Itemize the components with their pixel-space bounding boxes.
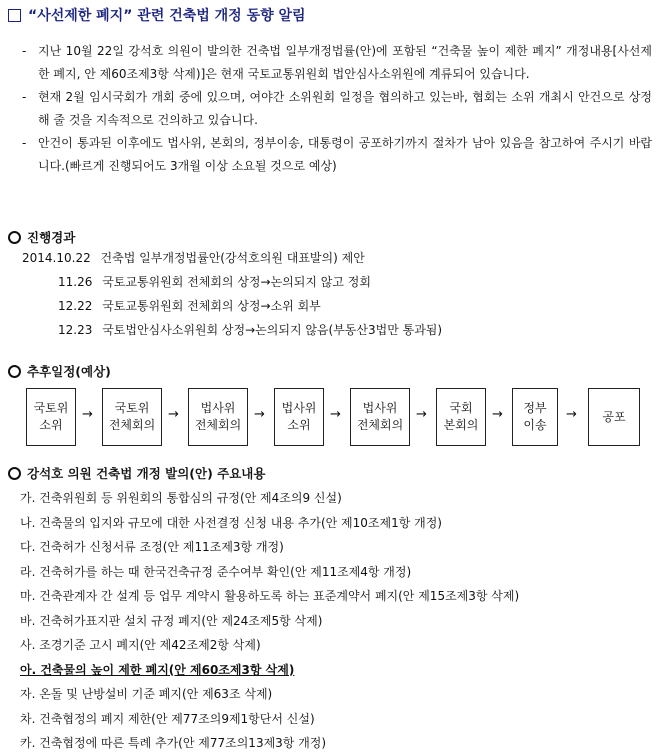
- flow-step: 국토위 소위: [26, 388, 76, 446]
- circle-bullet-icon: [8, 467, 21, 480]
- progress-heading: 진행경과: [8, 228, 75, 246]
- list-item-highlighted: 아. 건축물의 높이 제한 폐지(안 제60조제3항 삭제): [20, 662, 295, 677]
- dash-icon: -: [22, 90, 27, 104]
- circle-bullet-icon: [8, 365, 21, 378]
- list-item: 사. 조경기준 고시 폐지(안 제42조제2항 삭제): [20, 638, 261, 652]
- list-item: 카. 건축협정에 따른 특례 추가(안 제77조의13제3항 개정): [20, 736, 327, 750]
- progress-text: 국토법안심사소위원회 상정→논의되지 않음(부동산3법만 통과됨): [102, 323, 443, 337]
- arrow-right-icon: →: [566, 407, 577, 422]
- contents-list: [20, 486, 519, 756]
- progress-entry: [22, 248, 365, 268]
- list-item: 라. 건축허가를 하는 때 한국건축규정 준수여부 확인(안 제11조제4항 개정): [20, 564, 412, 579]
- list-item: 다. 건축허가 신청서류 조정(안 제11조제3항 개정): [20, 540, 284, 554]
- dash-icon: -: [22, 44, 27, 58]
- bullet-item: [22, 86, 652, 132]
- progress-date: 12.23: [58, 323, 93, 337]
- arrow-right-icon: →: [330, 407, 341, 422]
- progress-entry: [58, 272, 371, 292]
- bullet-item: [22, 40, 652, 86]
- arrow-right-icon: →: [416, 407, 427, 422]
- flow-step: 법사위 전체회의: [350, 388, 410, 446]
- flow-step: 국회 본회의: [436, 388, 486, 446]
- list-item: 차. 건축협정의 폐지 제한(안 제77조의9제1항단서 신설): [20, 711, 315, 726]
- arrow-right-icon: →: [254, 407, 265, 422]
- arrow-right-icon: →: [82, 407, 93, 422]
- notice-bullets: [22, 40, 652, 178]
- flow-step: 법사위 전체회의: [188, 388, 248, 446]
- flow-step: 정부 이송: [512, 388, 558, 446]
- title-text: “사선제한 폐지” 관련 건축법 개정 동향 알림: [28, 8, 306, 24]
- progress-text: 국토교통위원회 전체회의 상정→논의되지 않고 정회: [102, 275, 371, 289]
- progress-text: 건축법 일부개정법률안(강석호의원 대표발의) 제안: [100, 251, 365, 265]
- list-item: 바. 건축허가표지판 설치 규정 폐지(안 제24조제5항 삭제): [20, 613, 323, 628]
- document-title: [6, 4, 306, 26]
- list-item: 마. 건축관계자 간 설계 등 업무 계약시 활용하도록 하는 표준계약서 폐지(안 제15조제3항 삭제): [20, 589, 520, 603]
- flow-step: 법사위 소위: [274, 388, 324, 446]
- progress-date: 2014.10.22: [22, 251, 91, 265]
- progress-date: 12.22: [58, 299, 93, 313]
- circle-bullet-icon: [8, 231, 21, 244]
- progress-date: 11.26: [58, 275, 93, 289]
- bullet-text: 현재 2월 임시국회가 개회 중에 있으며, 여야간 소위원회 일정을 협의하고 있는바, 협회는 소위 개최시 안건으로 상정해 줄 것을 지속적으로 건의하고 있습니다.: [38, 90, 652, 127]
- flow-step: 공포: [588, 388, 640, 446]
- arrow-right-icon: →: [168, 407, 179, 422]
- progress-entry: [58, 296, 321, 316]
- flow-step: 국토위 전체회의: [102, 388, 162, 446]
- list-item: 가. 건축위원회 등 위원회의 통합심의 규정(안 제4조의9 신설): [20, 491, 342, 505]
- checkbox-square-icon: [8, 9, 21, 22]
- dash-icon: -: [22, 136, 27, 150]
- schedule-heading: 추후일정(예상): [8, 362, 111, 380]
- bullet-text: 안건이 통과된 이후에도 법사위, 본회의, 정부이송, 대통령이 공포하기까지 절차가 남아 있음을 참고하여 주시기 바랍니다.(빠르게 진행되어도 3개월 이상 소요될 것으로 예상): [38, 136, 652, 173]
- progress-entry: [58, 320, 442, 340]
- schedule-flow: [22, 388, 642, 446]
- list-item: 나. 건축물의 입지와 규모에 대한 사전결정 신청 내용 추가(안 제10조제1항 개정): [20, 515, 442, 530]
- arrow-right-icon: →: [492, 407, 503, 422]
- bullet-text: 지난 10월 22일 강석호 의원이 발의한 건축법 일부개정법률(안)에 포함된 “건축물 높이 제한 폐지” 개정내용[사선제한 폐지, 안 제60조제3항 삭제)]은 현재 국토교통위원회 법안심사소위원에 계류되어 있습니다.: [38, 44, 652, 81]
- contents-heading: 강석호 의원 건축법 개정 발의(안) 주요내용: [8, 464, 265, 482]
- list-item: 자. 온돌 및 난방설비 기준 폐지(안 제63조 삭제): [20, 687, 273, 701]
- bullet-item: [22, 132, 652, 178]
- progress-text: 국토교통위원회 전체회의 상정→소위 회부: [102, 299, 321, 313]
